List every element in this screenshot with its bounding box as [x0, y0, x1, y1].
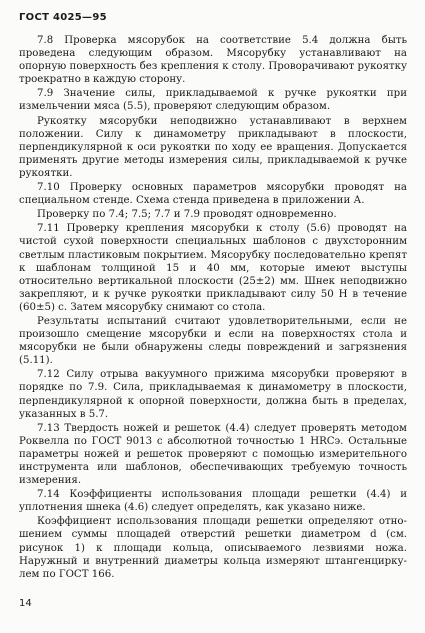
paragraph: Проверку по 7.4; 7.5; 7.7 и 7.9 проводят одновременно.: [37, 209, 337, 221]
paragraph: 7.8 Проверка мясорубок на соответствие 5.4 должна быть проведена следующим образом. Мясорубку устанавливают на опорную поверхность без крепления к столу. Проворачивают рукоятку троекратно в каждую сторону.: [19, 35, 407, 86]
paragraph: Рукоятку мясорубки неподвижно устанавливают в верхнем положении. Силу к динамометру прикладывают в плоскости, перпендикулярной к оси рукоятки по ходу ее вращения. Допускается применять другие методы измерения силы, прикладываемой к ручке рукоятки.: [19, 115, 407, 179]
page-header: ГОСТ 4025—95: [19, 12, 107, 23]
page-number: 14: [19, 598, 32, 609]
paragraph: Результаты испытаний считают удовлетворительными, если не произошло смещение мясорубки и если на поверхностях стола и мясорубки не были обнаружены следы повреждений и загрязнения (5.11).: [19, 315, 407, 367]
paragraph: 7.14 Коэффициенты использования площади решетки (4.4) и уплотнения шнека (4.6) следует определять, как указано ниже.: [19, 489, 407, 514]
document-body: [19, 34, 407, 582]
paragraph: 7.12 Силу отрыва вакуумного прижима мясорубки проверяют в порядке по 7.9. Сила, прикладываемая к динамометру в плоскости, перпендикулярной к опорной поверхности, должна быть в пределах, указанных в 5.7.: [19, 369, 407, 420]
paragraph: Коэффициент использования площади решетки определяют отношением суммы площадей отверстий решетки диаметром d (см. рисунок 1) к площади кольца, описываемого лезвиями ножа. Наружный и внутренний диаметры кольца измеряют штангенциркулем по ГОСТ 166.: [19, 516, 407, 580]
paragraph: 7.11 Проверку крепления мясорубки к столу (5.6) проводят на чистой сухой поверхности специальных шаблонов с двухсторонним светлым пластиковым покрытием. Мясорубку последовательно крепят к шаблонам толщиной 15 и 40 мм, которые имеют выступы относительно вертикальной плоскости (25±2) мм. Шнек неподвижно закрепляют, и к ручке рукоятки прикладывают силу 50 Н в течение (60±5) с. Затем мясорубку снимают со стола.: [19, 223, 407, 313]
paragraph: 7.9 Значение силы, прикладываемой к ручке рукоятки при измельчении мяса (5.5), проверяют следующим образом.: [19, 88, 407, 113]
paragraph: 7.10 Проверку основных параметров мясорубки проводят на специальном стенде. Схема стенда приведена в приложении А.: [19, 182, 407, 207]
paragraph: 7.13 Твердость ножей и решеток (4.4) следует проверять методом Роквелла по ГОСТ 9013 с абсолютной точностью 1 HRCэ. Остальные параметры ножей и решеток проверяют с помощью измерительного инструмента или шаблонов, обеспечивающих требуемую точность измерения.: [19, 422, 407, 487]
